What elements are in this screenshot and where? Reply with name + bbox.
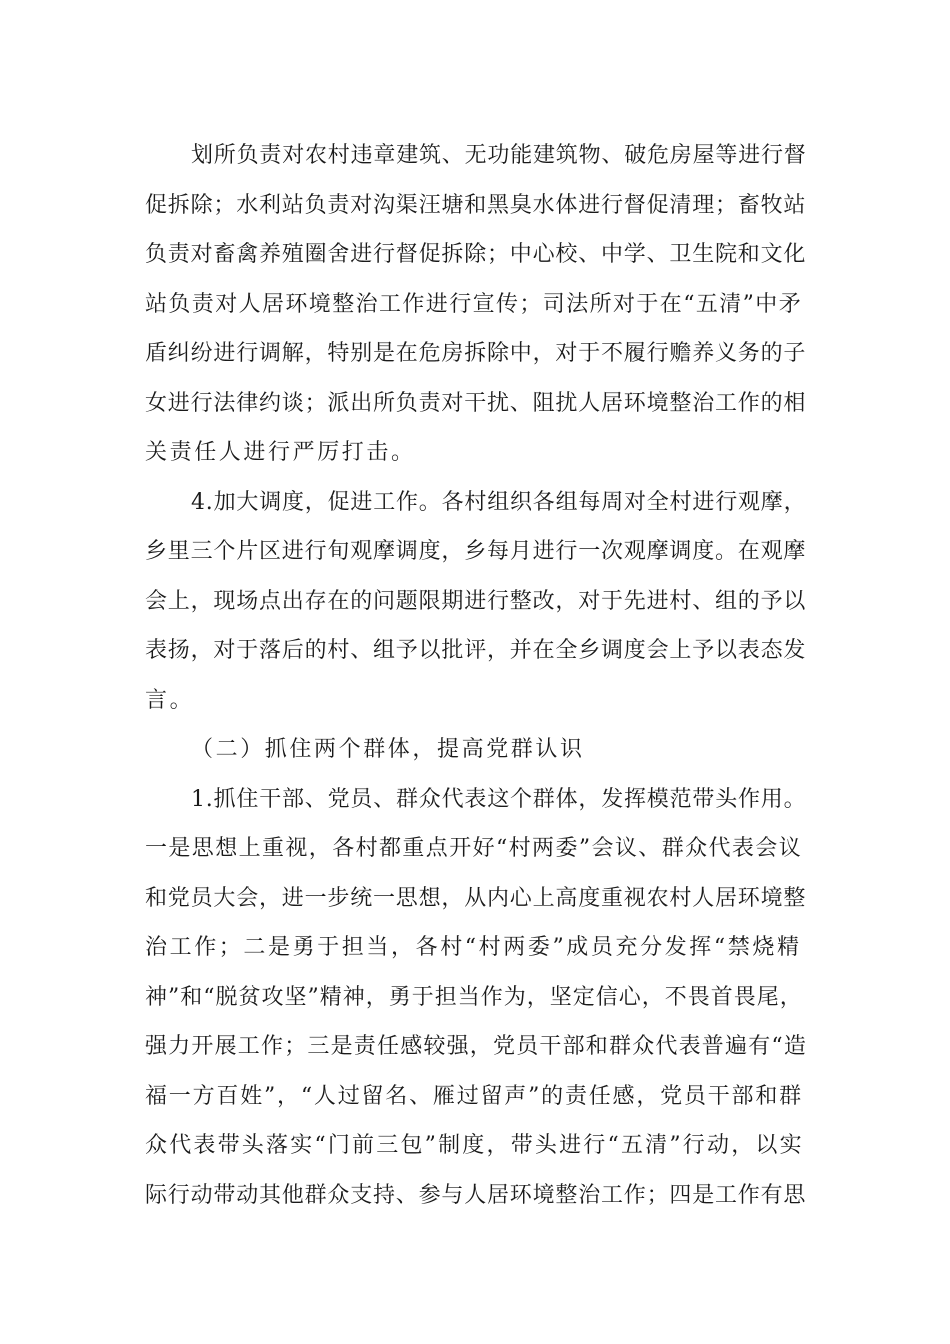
- text-line: 福一方百姓”，“人过留名、雁过留声”的责任感，党员干部和群: [145, 1083, 803, 1109]
- text-line: 强力开展工作；三是责任感较强，党员干部和群众代表普遍有“造: [145, 1034, 808, 1059]
- text-line: 际行动带动其他群众支持、参与人居环境整治工作；四是工作有思: [145, 1182, 807, 1208]
- text-line: 促拆除；水利站负责对沟渠汪塘和黑臭水体进行督促清理；畜牧站: [145, 192, 807, 218]
- document-body: [145, 131, 807, 1220]
- text-line: 站负责对人居环境整治工作进行宣传；司法所对于在“五清”中矛: [145, 291, 803, 317]
- text-line: 言。: [145, 687, 195, 713]
- text-line: 4.加大调度，促进工作。各村组织各组每周对全村进行观摩，: [191, 489, 807, 515]
- text-line: 一是思想上重视，各村都重点开好“村两委”会议、群众代表会议: [145, 836, 803, 861]
- text-line: 治工作；二是勇于担当，各村“村两委”成员充分发挥“禁烧精: [145, 935, 802, 960]
- text-line: 关责任人进行严厉打击。: [145, 440, 416, 465]
- text-line: 众代表带头落实“门前三包”制度，带头进行“五清”行动，以实: [145, 1133, 804, 1158]
- text-line: 1.抓住干部、党员、群众代表这个群体，发挥模范带头作用。: [191, 786, 807, 812]
- section-heading: （二）抓住两个群体，提高党群认识: [191, 737, 585, 762]
- text-line: 负责对畜禽养殖圈舍进行督促拆除；中心校、中学、卫生院和文化: [145, 242, 807, 267]
- text-line: 表扬，对于落后的村、组予以批评，并在全乡调度会上予以表态发: [145, 638, 807, 663]
- text-line: 划所负责对农村违章建筑、无功能建筑物、破危房屋等进行督: [191, 143, 807, 168]
- text-line: 神”和“脱贫攻坚”精神，勇于担当作为，坚定信心，不畏首畏尾，: [145, 984, 803, 1010]
- text-line: 乡里三个片区进行旬观摩调度，乡每月进行一次观摩调度。在观摩: [145, 539, 807, 564]
- text-line: 盾纠纷进行调解，特别是在危房拆除中，对于不履行赡养义务的子: [145, 341, 807, 366]
- text-line: 会上，现场点出存在的问题限期进行整改，对于先进村、组的予以: [145, 588, 807, 614]
- text-line: 女进行法律约谈；派出所负责对干扰、阻扰人居环境整治工作的相: [145, 390, 807, 416]
- text-line: 和党员大会，进一步统一思想，从内心上高度重视农村人居环境整: [145, 885, 807, 911]
